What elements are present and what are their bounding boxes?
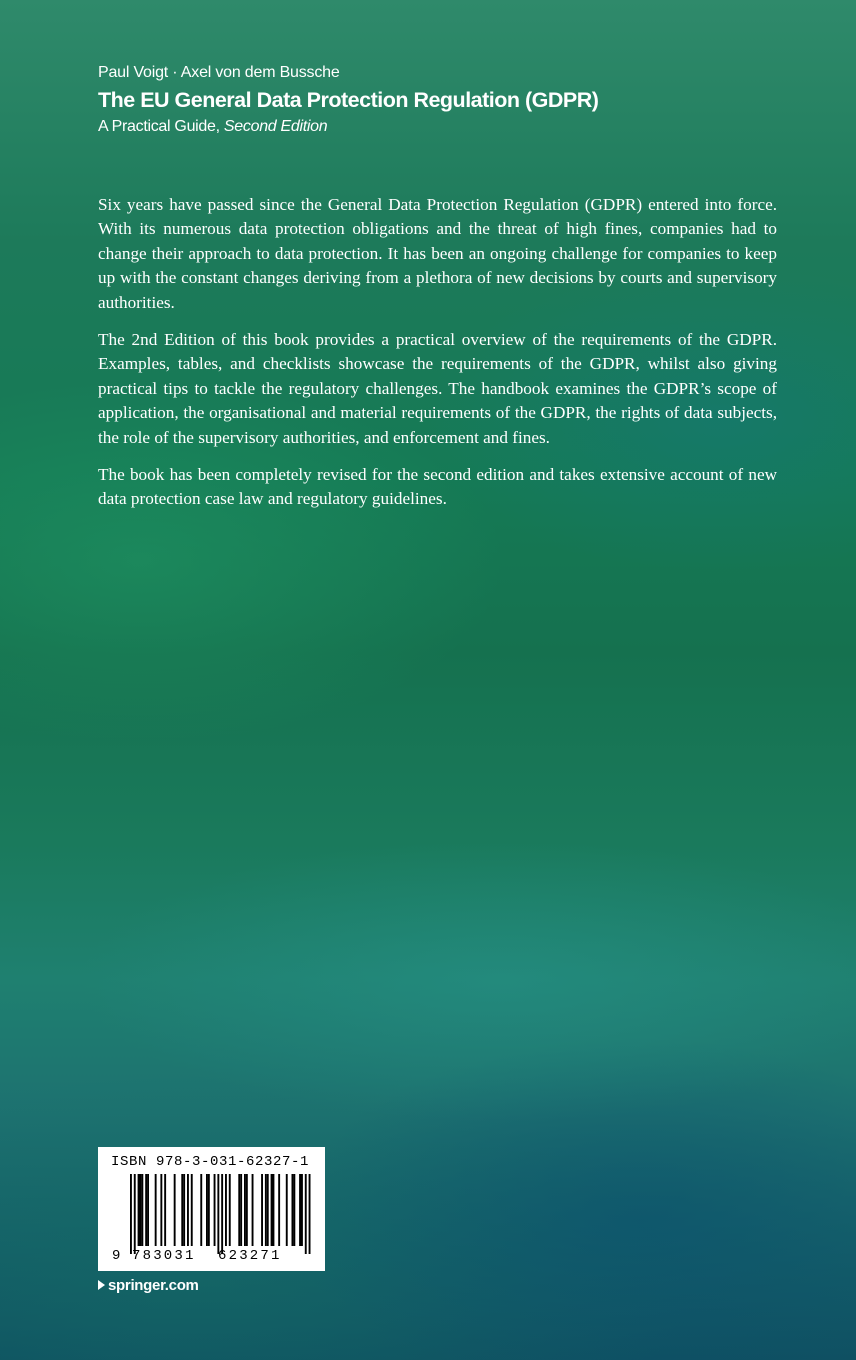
barcode-bar	[164, 1174, 166, 1246]
authors: Paul Voigt · Axel von dem Bussche	[98, 64, 340, 81]
barcode-bar	[301, 1174, 303, 1246]
barcode-bar	[273, 1174, 275, 1246]
barcode-bar	[155, 1174, 157, 1246]
barcode-digits-left: 783031	[132, 1248, 196, 1264]
barcode-bar	[265, 1174, 267, 1246]
subtitle-edition: Second Edition	[223, 118, 328, 135]
blurb	[98, 193, 777, 525]
barcode-bar	[267, 1174, 269, 1246]
barcode-bar	[271, 1174, 273, 1246]
barcode-bar	[134, 1174, 136, 1254]
barcode-bar	[138, 1174, 140, 1246]
barcode-bar	[217, 1174, 219, 1254]
barcode-bar	[292, 1174, 294, 1246]
barcode-bar	[206, 1174, 208, 1246]
blurb-paragraph-3: The book has been completely revised for the second edition and takes extensive account of new data protection case law and regulatory guidelines.	[98, 465, 777, 509]
blurb-paragraph-2: The 2nd Edition of this book provides a practical overview of the requirements of the GDPR. Examples, tables, and checklists showcase the requirements of the GDPR, whilst also giving practical tips to tackle the regulatory challenges. The handbook examines the GDPR’s scope of application, the organisational and material requirements of the GDPR, the rights of data subjects, the role of the supervisory authorities, and enforcement and fines.	[98, 330, 777, 447]
barcode-bar	[187, 1174, 189, 1246]
book-subtitle	[98, 116, 778, 138]
play-arrow-icon	[98, 1280, 105, 1290]
barcode-digits	[98, 1247, 325, 1267]
barcode-bar	[181, 1174, 183, 1246]
barcode-bar	[299, 1174, 301, 1246]
publisher-url: springer.com	[108, 1277, 199, 1294]
cover-header	[98, 62, 778, 138]
barcode-bar	[183, 1174, 185, 1246]
barcode-bar	[200, 1174, 202, 1246]
barcode-bar	[145, 1174, 147, 1246]
barcode-bar	[130, 1174, 132, 1254]
barcode-bar	[309, 1174, 311, 1254]
barcode-digit-lead: 9	[112, 1248, 123, 1264]
barcode-digits-right: 623271	[218, 1248, 282, 1264]
barcode-bar	[174, 1174, 176, 1246]
publisher-link[interactable]	[98, 1276, 199, 1296]
barcode-bar	[252, 1174, 254, 1246]
barcode-bar	[208, 1174, 210, 1246]
isbn-number: ISBN 978-3-031-62327-1	[111, 1154, 310, 1170]
barcode-bar	[191, 1174, 193, 1246]
barcode-bar	[240, 1174, 242, 1246]
barcode-bar	[229, 1174, 231, 1246]
barcode-bar	[141, 1174, 143, 1246]
book-title: The EU General Data Protection Regulation (GDPR)	[98, 88, 599, 112]
barcode-bar	[261, 1174, 263, 1246]
barcode-bar	[160, 1174, 162, 1246]
barcode-bar	[244, 1174, 246, 1246]
barcode-bar	[293, 1174, 295, 1246]
barcode-bar	[278, 1174, 280, 1246]
barcode-bar	[140, 1174, 142, 1246]
barcode-bar	[221, 1174, 223, 1254]
isbn-barcode	[98, 1147, 325, 1271]
subtitle-main: A Practical Guide,	[98, 118, 224, 135]
barcode-bar	[214, 1174, 216, 1246]
barcode-bar	[225, 1174, 227, 1246]
blurb-paragraph-1: Six years have passed since the General Data Protection Regulation (GDPR) entered into force. With its numerous data protection obligations and the threat of high fines, companies had to change their approach to data protection. It has been an ongoing challenge for companies to keep up with the constant changes deriving from a plethora of new decisions by courts and supervisory authorities.	[98, 195, 777, 312]
barcode-bar	[286, 1174, 288, 1246]
barcode-bar	[147, 1174, 149, 1246]
barcode-bar	[246, 1174, 248, 1246]
barcode-bar	[305, 1174, 307, 1254]
barcode-bar	[238, 1174, 240, 1246]
